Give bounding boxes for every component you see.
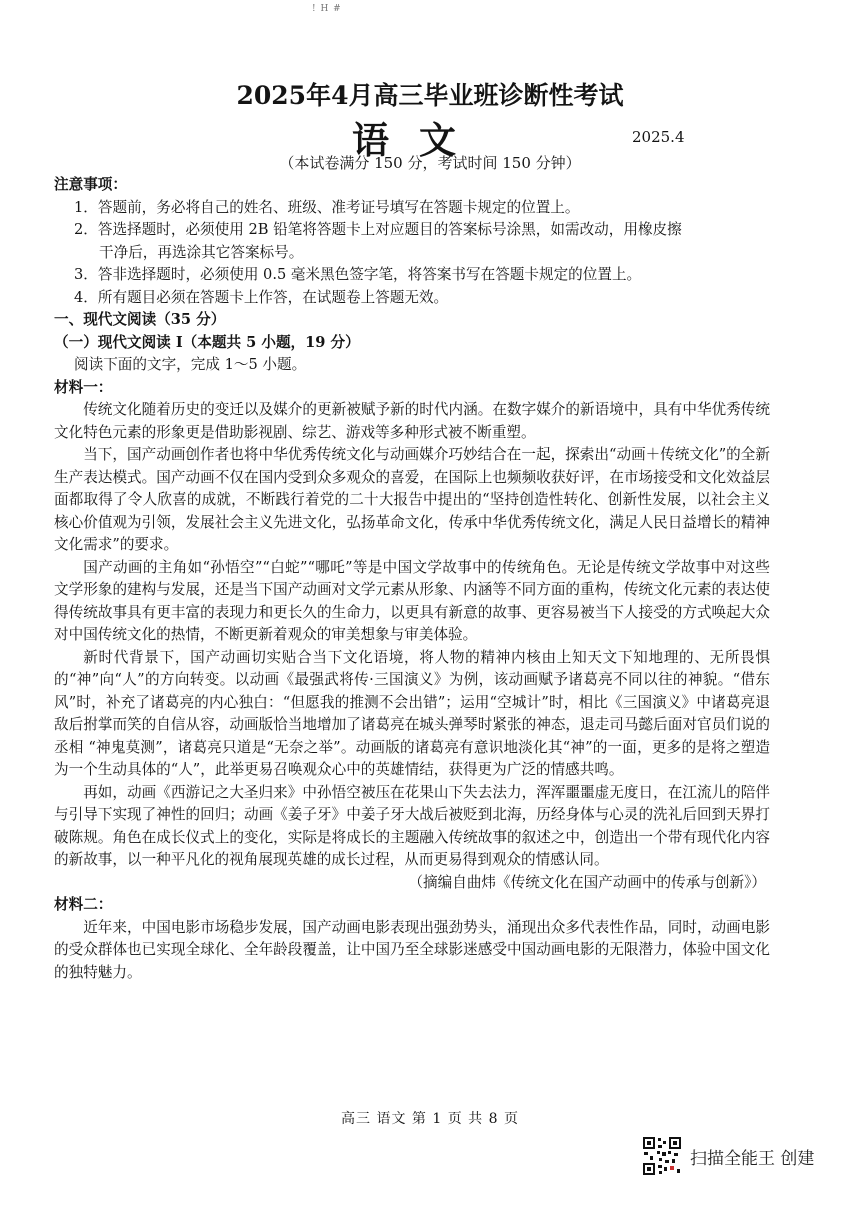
scanner-watermark [642, 1136, 814, 1176]
material-2-label: 材料二： [54, 896, 113, 913]
material-1-paragraph: 国产动画的主角如“孙悟空”“白蛇”“哪吒”等是中国文学故事中的传统角色。无论是传统文学故事中对这些文学形象的建构与发展，还是当下国产动画对文学元素从形象、内涵等不同方面的重构，传统文化元素的表达使得传统故事具有更丰富的表现力和更长久的生命力，以更具有新意的故事、更容易被当下人接受的方式唤起大众对中国传统文化的热情，不断更新着观众的审美想象与审美体验。 [54, 558, 770, 643]
instruction: 阅读下面的文字，完成 1～5 小题。 [74, 356, 307, 373]
exam-date: 2025.4 [632, 128, 685, 146]
material-1-label: 材料一： [54, 378, 113, 396]
material-1-paragraph: 新时代背景下，国产动画切实贴合当下文化语境，将人物的精神内核由上知天文下知地理的、无所畏惧的“神”向“人”的方向转变。以动画《最强武将传·三国演义》为例，该动画赋予诸葛亮不同以往的神貌。“借东风”时，补充了诸葛亮的内心独白：“但愿我的推测不会出错”；运用“空城计”时，相比《三国演义》中诸葛亮退敌后拊掌而笑的自信从容，动画版恰当地增加了诸葛亮在城头弹琴时紧张的神态，退走司马懿后面对官员们说的丞相 “神鬼莫测”，诸葛亮只道是“无奈之举”。动画版的诸葛亮有意识地淡化其“神”的一面，更多的是将之塑造为一个生动具体的“人”，此举更易召唤观众心中的英雄情结，获得更为广泛的情感共鸣。 [54, 648, 770, 778]
notice-item-2: 2．答选择题时，必须使用 2B 铅笔将答题卡上对应题目的答案标号涂黑，如需改动，用橡皮擦 [74, 221, 682, 238]
notice-item-2-cont: 干净后，再选涂其它答案标号。 [99, 243, 304, 261]
top-mark: ! H # [312, 4, 342, 14]
exam-subtitle: （本试卷满分 150 分，考试时间 150 分钟） [279, 154, 581, 172]
material-1-paragraph: 传统文化随着历史的变迁以及媒介的更新被赋予新的时代内涵。在数字媒介的新语境中，具有中华优秀传统文化特色元素的形象更是借助影视剧、综艺、游戏等多种形式被不断重塑。 [54, 401, 770, 441]
notice-item-4: 4．所有题目必须在答题卡上作答，在试题卷上答题无效。 [74, 288, 449, 306]
part-heading: 一、现代文阅读（35 分） [54, 311, 226, 328]
page-footer: 高三 语文 第 1 页 共 8 页 [341, 1111, 519, 1127]
qr-code-icon [642, 1136, 682, 1176]
notice-title: 注意事项： [54, 176, 127, 193]
exam-body [54, 174, 770, 984]
exam-title: 2025年4月高三毕业班诊断性考试 [236, 81, 624, 110]
material-1-source: （摘编自曲炜《传统文化在国产动画中的传承与创新》） [408, 873, 766, 891]
notice-item-3: 3．答非选择题时，必须使用 0.5 毫米黑色签字笔，将答案书写在答题卡规定的位置上。 [74, 266, 642, 283]
watermark-text: 扫描全能王 创建 [690, 1148, 815, 1169]
subject-title: 语文 [352, 118, 486, 162]
material-1-paragraph: 当下，国产动画创作者也将中华优秀传统文化与动画媒介巧妙结合在一起，探索出“动画＋传统文化”的全新生产表达模式。国产动画不仅在国内受到众多观众的喜爱，在国际上也频频收获好评，在市场接受和文化效益层面都取得了令人欣喜的成就，不断践行着党的二十大报告中提出的“坚持创造性转化、创新性发展，以社会主义核心价值观为引领，发展社会主义先进文化，弘扬革命文化，传承中华优秀传统文化，满足人民日益增长的精神文化需求”的要求。 [54, 446, 770, 553]
material-2-paragraph: 近年来，中国电影市场稳步发展，国产动画电影表现出强劲势头，涌现出众多代表性作品，同时，动画电影的受众群体也已实现全球化、全年龄段覆盖，让中国乃至全球影迷感受中国动画电影的无限潜力，体验中国文化的独特魅力。 [54, 918, 770, 981]
notice-item-1: 1．答题前，务必将自己的姓名、班级、准考证号填写在答题卡规定的位置上。 [74, 198, 580, 216]
sub-heading: （一）现代文阅读 I（本题共 5 小题，19 分） [54, 333, 360, 351]
material-1-paragraph: 再如，动画《西游记之大圣归来》中孙悟空被压在花果山下失去法力，浑浑噩噩虚无度日，在江流儿的陪伴与引导下实现了神性的回归；动画《姜子牙》中姜子牙大战后被贬到北海，历经身体与心灵的洗礼后回到天界打破陈规。角色在成长仪式上的变化，实际是将成长的主题融入传统故事的叙述之中，创造出一个带有现代化内容的新故事，以一种平凡化的视角展现英雄的成长过程，从而更易得到观众的情感认同。 [54, 783, 770, 868]
